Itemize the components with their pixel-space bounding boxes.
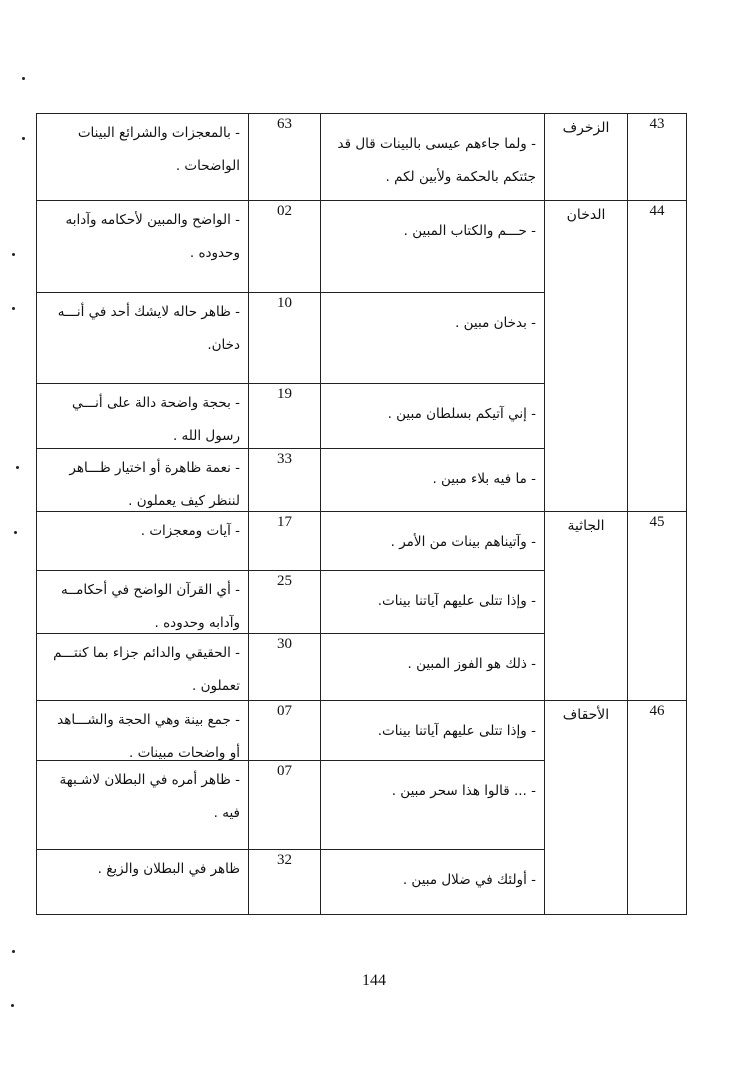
- verse-text: - بدخان مبين .: [455, 315, 536, 331]
- meaning-cell: ظاهر في البطلان والزيغ .: [97, 861, 240, 877]
- sura-name: الدخان: [566, 207, 606, 223]
- ayah-number: 25: [277, 573, 292, 589]
- meaning-cell: - بحجة واضحة دالة على أنـــي رسول الله .: [72, 395, 240, 444]
- meaning-cell: - ظاهر حاله لايشك أحد في أنـــه دخان.: [57, 304, 240, 353]
- verse-text: - ولما جاءهم عيسى بالبينات قال قد جئتكم بالحكمة ولأبين لكم .: [337, 136, 536, 185]
- meaning-cell: - الواضح والمبين لأحكامه وآدابه وحدوده .: [65, 212, 240, 261]
- table-rule: [36, 914, 545, 915]
- sura-number: 44: [649, 203, 665, 219]
- ayah-number: 32: [277, 852, 292, 868]
- ayah-number: 30: [277, 636, 292, 652]
- ayah-number: 17: [277, 514, 292, 530]
- margin-dot: [16, 466, 19, 469]
- margin-dot: [12, 307, 15, 310]
- table-rule: [686, 113, 687, 915]
- margin-dot: [22, 77, 25, 80]
- sura-number: 43: [649, 116, 665, 132]
- sura-name: الزخرف: [562, 120, 610, 136]
- sura-number: 46: [649, 703, 665, 719]
- verse-text: - وآتيناهم بينات من الأمر .: [390, 534, 536, 550]
- page-number: 144: [362, 972, 386, 989]
- verse-text: - وإذا تتلى عليهم آياتنا بينات.: [377, 723, 536, 739]
- margin-dot: [14, 531, 17, 534]
- meaning-cell: - جمع بينة وهي الحجة والشـــاهد أو واضحات مبينات .: [57, 712, 240, 760]
- verse-text: - أولئك في ضلال مبين .: [402, 872, 536, 888]
- meaning-cell: - آيات ومعجزات .: [140, 523, 240, 539]
- meaning-cell: - نعمة ظاهرة أو اختيار ظـــاهر لننظر كيف يعملون .: [69, 460, 240, 509]
- verse-text: - ... قالوا هذا سحر مبين .: [391, 783, 536, 799]
- meaning-cell: - أي القرآن الواضح في أحكامــه وآدابه وحدوده .: [61, 582, 240, 631]
- sura-name: الجاثية: [567, 518, 605, 534]
- verse-text: - إني آتيكم بسلطان مبين .: [387, 406, 536, 422]
- margin-dot: [22, 137, 25, 140]
- ayah-number: 07: [277, 763, 292, 779]
- ayah-number: 07: [277, 703, 292, 719]
- verse-text: - ذلك هو الفوز المبين .: [407, 656, 536, 672]
- verse-text: - حـــم والكتاب المبين .: [403, 223, 536, 239]
- meaning-cell: - ظاهر أمره في البطلان لاشـبهة فيه .: [59, 772, 240, 821]
- meaning-cell: - الحقيقي والدائم جزاء بما كنتـــم تعملون .: [53, 645, 240, 694]
- margin-dot: [12, 950, 15, 953]
- ayah-number: 19: [277, 386, 292, 402]
- sura-name: الأحقاف: [562, 707, 610, 723]
- verse-text: - وإذا تتلى عليهم آياتنا بينات.: [377, 593, 536, 609]
- ayah-number: 63: [277, 116, 292, 132]
- margin-dot: [11, 1004, 14, 1007]
- margin-dot: [12, 253, 15, 256]
- table-rule: [544, 914, 687, 915]
- ayah-number: 10: [277, 295, 292, 311]
- meaning-cell: - بالمعجزات والشرائع البينات الواضحات .: [77, 125, 240, 174]
- sura-number: 45: [649, 514, 665, 530]
- verse-text: - ما فيه بلاء مبين .: [432, 471, 536, 487]
- ayah-number: 02: [277, 203, 292, 219]
- ayah-number: 33: [277, 451, 292, 467]
